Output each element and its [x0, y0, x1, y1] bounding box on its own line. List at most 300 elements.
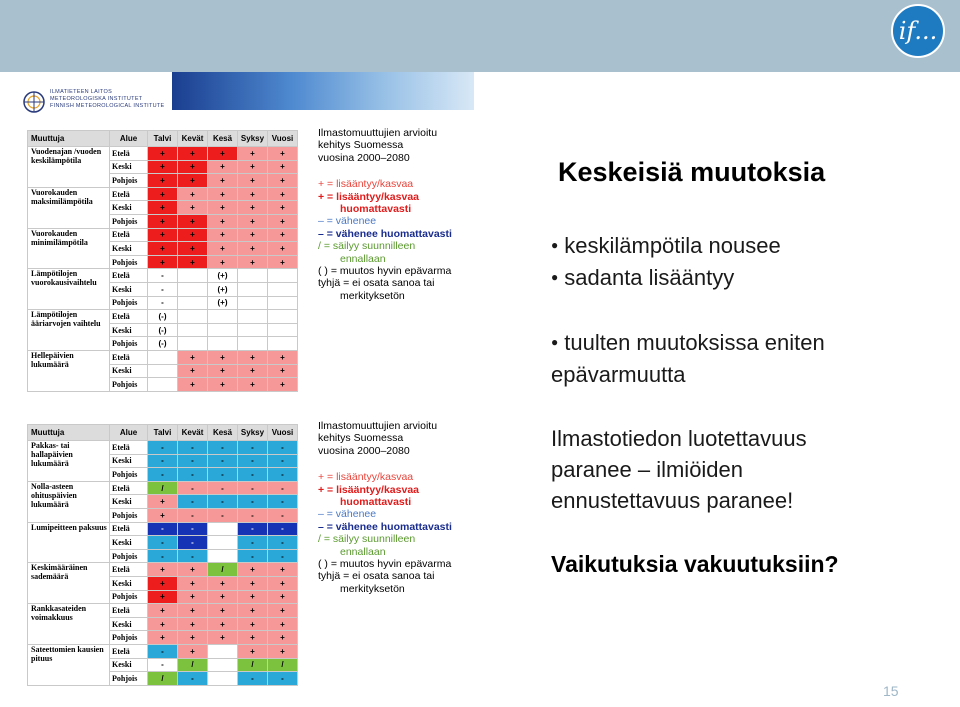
trend-cell: -	[148, 454, 178, 468]
closing-question: Vaikutuksia vakuutuksiin?	[551, 551, 839, 577]
header-cell: Talvi	[148, 425, 178, 441]
region-label: Pohjois	[110, 590, 148, 604]
trend-cell	[178, 323, 208, 337]
trend-cell: +	[148, 604, 178, 618]
trend-cell: -	[178, 672, 208, 686]
trend-cell: +	[178, 160, 208, 174]
variable-label: Lämpötilojen vuorokausivaihtelu	[28, 269, 110, 310]
fmi-line-3: FINNISH METEOROLOGICAL INSTITUTE	[50, 103, 165, 109]
region-label: Keski	[110, 323, 148, 337]
region-label: Pohjois	[110, 255, 148, 269]
trend-cell: -	[148, 644, 178, 658]
trend-cell: +	[148, 214, 178, 228]
variable-label: Nolla-asteen ohituspäivien lukumäärä	[28, 481, 110, 522]
table-row	[28, 228, 298, 242]
climate-table-temperature	[27, 130, 298, 392]
legend-item: tyhjä = ei osata sanoa tai	[318, 277, 435, 290]
trend-cell: +	[238, 214, 268, 228]
paragraph-line-3: ennustettavuus paranee!	[551, 488, 794, 513]
trend-cell	[268, 323, 298, 337]
trend-cell: +	[268, 255, 298, 269]
trend-cell: -	[178, 508, 208, 522]
trend-cell	[208, 549, 238, 563]
trend-cell: +	[268, 174, 298, 188]
variable-label: Vuorokauden maksimilämpötila	[28, 187, 110, 228]
legend-item: + = lisääntyy/kasvaa	[318, 190, 419, 203]
legend-spacer	[318, 457, 452, 471]
trend-cell: -	[148, 269, 178, 283]
region-label: Pohjois	[110, 468, 148, 482]
page-number: 15	[883, 683, 899, 699]
legend-title-line: vuosina 2000–2080	[318, 444, 410, 457]
trend-cell: +	[208, 187, 238, 201]
bullet-temperature: ● keskilämpötila nousee	[551, 233, 781, 258]
trend-cell: -	[238, 495, 268, 509]
trend-cell: +	[238, 160, 268, 174]
region-label: Pohjois	[110, 508, 148, 522]
header-cell: Kevät	[178, 425, 208, 441]
trend-cell	[208, 536, 238, 550]
trend-cell: +	[238, 350, 268, 364]
trend-cell: +	[268, 187, 298, 201]
fmi-line-2: METEOROLOGISKA INSTITUTET	[50, 96, 143, 102]
trend-cell: +	[238, 228, 268, 242]
legend-item: / = säilyy suunnilleen	[318, 240, 416, 253]
trend-cell: /	[208, 563, 238, 577]
variable-label: Vuodenajan /vuoden keskilämpötila	[28, 147, 110, 188]
trend-cell: +	[268, 242, 298, 256]
trend-cell: +	[238, 242, 268, 256]
trend-cell: +	[268, 378, 298, 392]
table-row	[28, 147, 298, 161]
trend-cell	[208, 672, 238, 686]
variable-label: Pakkas- tai hallapäivien lukumäärä	[28, 441, 110, 482]
trend-cell: +	[238, 187, 268, 201]
trend-cell: +	[178, 350, 208, 364]
trend-cell: +	[238, 576, 268, 590]
trend-cell: (+)	[208, 282, 238, 296]
table-header-row	[28, 425, 298, 441]
variable-label: Lumipeitteen paksuus	[28, 522, 110, 563]
header-cell: Vuosi	[268, 425, 298, 441]
header-cell: Talvi	[148, 131, 178, 147]
variable-label: Keskimääräinen sademäärä	[28, 563, 110, 604]
trend-cell: +	[208, 255, 238, 269]
table-row	[28, 350, 298, 364]
region-label: Etelä	[110, 441, 148, 455]
region-label: Keski	[110, 576, 148, 590]
trend-cell: +	[148, 147, 178, 161]
region-label: Etelä	[110, 604, 148, 618]
legend-item: – = vähenee huomattavasti	[318, 520, 452, 533]
header-cell: Syksy	[238, 131, 268, 147]
trend-cell: +	[148, 617, 178, 631]
trend-cell	[208, 644, 238, 658]
trend-cell: +	[178, 364, 208, 378]
trend-cell: -	[178, 536, 208, 550]
trend-cell: -	[178, 549, 208, 563]
trend-cell: +	[178, 631, 208, 645]
table-row	[28, 310, 298, 324]
trend-cell: -	[268, 522, 298, 536]
trend-cell: /	[148, 672, 178, 686]
bullet-precipitation: ● sadanta lisääntyy	[551, 265, 735, 290]
trend-cell: +	[208, 590, 238, 604]
trend-cell: +	[208, 576, 238, 590]
region-label: Keski	[110, 364, 148, 378]
header-cell: Syksy	[238, 425, 268, 441]
trend-cell: +	[238, 201, 268, 215]
trend-cell: (-)	[148, 310, 178, 324]
legend-item: ennallaan	[340, 545, 386, 558]
legend-item: + = lisääntyy/kasvaa	[318, 483, 419, 496]
trend-cell: -	[178, 468, 208, 482]
trend-cell	[208, 337, 238, 351]
trend-cell: +	[178, 147, 208, 161]
trend-cell: -	[148, 441, 178, 455]
legend-title-line: vuosina 2000–2080	[318, 151, 410, 164]
trend-cell: +	[148, 174, 178, 188]
legend-item: + = lisääntyy/kasvaa	[318, 471, 414, 484]
legend-2	[318, 420, 452, 595]
region-label: Etelä	[110, 644, 148, 658]
header-cell: Muuttuja	[28, 131, 110, 147]
trend-cell	[148, 364, 178, 378]
trend-cell: -	[238, 508, 268, 522]
table-header-row	[28, 131, 298, 147]
bullet-icon: ●	[551, 238, 559, 252]
trend-cell: -	[148, 536, 178, 550]
trend-cell: +	[238, 617, 268, 631]
trend-cell: +	[178, 590, 208, 604]
trend-cell	[208, 658, 238, 672]
trend-cell	[238, 269, 268, 283]
if-logo	[891, 4, 945, 58]
header-cell: Kesä	[208, 131, 238, 147]
legend-item: huomattavasti	[340, 203, 412, 216]
top-banner	[0, 0, 960, 72]
trend-cell: -	[178, 522, 208, 536]
header-cell: Muuttuja	[28, 425, 110, 441]
trend-cell: -	[238, 672, 268, 686]
table-row	[28, 522, 298, 536]
trend-cell: +	[238, 364, 268, 378]
trend-cell: +	[208, 147, 238, 161]
trend-cell: +	[178, 228, 208, 242]
trend-cell: +	[238, 563, 268, 577]
region-label: Etelä	[110, 269, 148, 283]
table-row	[28, 604, 298, 618]
trend-cell: -	[268, 495, 298, 509]
variable-label: Hellepäivien lukumäärä	[28, 350, 110, 391]
trend-cell: +	[208, 378, 238, 392]
trend-cell: +	[178, 242, 208, 256]
trend-cell: +	[208, 160, 238, 174]
legend-item: – = vähenee	[318, 215, 377, 228]
trend-cell: +	[148, 187, 178, 201]
trend-cell: -	[148, 658, 178, 672]
region-label: Pohjois	[110, 296, 148, 310]
trend-cell	[208, 522, 238, 536]
trend-cell: +	[178, 563, 208, 577]
region-label: Keski	[110, 454, 148, 468]
region-label: Etelä	[110, 228, 148, 242]
region-label: Pohjois	[110, 549, 148, 563]
trend-cell: /	[178, 658, 208, 672]
bullet-wind-cont: epävarmuutta	[551, 362, 686, 387]
trend-cell: -	[208, 481, 238, 495]
trend-cell: +	[178, 255, 208, 269]
trend-cell: +	[208, 242, 238, 256]
legend-item: – = vähenee huomattavasti	[318, 227, 452, 240]
trend-cell	[208, 310, 238, 324]
if-logo-text: if...	[898, 17, 938, 45]
trend-cell: -	[148, 549, 178, 563]
trend-cell: -	[268, 508, 298, 522]
trend-cell: -	[268, 454, 298, 468]
trend-cell: -	[238, 522, 268, 536]
trend-cell: +	[268, 604, 298, 618]
trend-cell: +	[148, 255, 178, 269]
trend-cell	[238, 323, 268, 337]
trend-cell: +	[238, 604, 268, 618]
trend-cell	[268, 269, 298, 283]
trend-cell: +	[178, 214, 208, 228]
region-label: Keski	[110, 536, 148, 550]
legend-item: ennallaan	[340, 252, 386, 265]
legend-item: merkityksetön	[340, 582, 405, 595]
fmi-name	[50, 89, 165, 110]
trend-cell: +	[268, 350, 298, 364]
trend-cell	[238, 296, 268, 310]
header-cell: Alue	[110, 425, 148, 441]
trend-cell: -	[268, 549, 298, 563]
trend-cell: +	[268, 147, 298, 161]
trend-cell: -	[238, 549, 268, 563]
trend-cell: +	[178, 644, 208, 658]
header-cell: Alue	[110, 131, 148, 147]
variable-label: Lämpötilojen ääriarvojen vaihtelu	[28, 310, 110, 351]
legend-title-line: kehitys Suomessa	[318, 139, 404, 152]
trend-cell: +	[148, 576, 178, 590]
region-label: Pohjois	[110, 672, 148, 686]
region-label: Keski	[110, 242, 148, 256]
trend-cell: +	[238, 631, 268, 645]
region-label: Etelä	[110, 481, 148, 495]
legend-item: merkityksetön	[340, 289, 405, 302]
region-label: Etelä	[110, 522, 148, 536]
legend-title-line: kehitys Suomessa	[318, 432, 404, 445]
trend-cell: +	[208, 631, 238, 645]
trend-cell: +	[178, 174, 208, 188]
region-label: Keski	[110, 160, 148, 174]
trend-cell	[238, 282, 268, 296]
bullet-icon: ●	[551, 335, 559, 349]
trend-cell: +	[268, 576, 298, 590]
trend-cell: +	[208, 364, 238, 378]
region-label: Keski	[110, 495, 148, 509]
trend-cell: +	[268, 214, 298, 228]
region-label: Etelä	[110, 350, 148, 364]
table-row	[28, 563, 298, 577]
trend-cell: -	[238, 536, 268, 550]
trend-cell: -	[208, 495, 238, 509]
trend-cell: +	[268, 228, 298, 242]
region-label: Pohjois	[110, 174, 148, 188]
bullet-wind: ● tuulten muutoksissa eniten	[551, 330, 825, 355]
trend-cell	[148, 378, 178, 392]
trend-cell	[178, 296, 208, 310]
trend-cell	[148, 350, 178, 364]
trend-cell: +	[178, 604, 208, 618]
trend-cell	[208, 323, 238, 337]
trend-cell: -	[208, 454, 238, 468]
trend-cell: +	[178, 187, 208, 201]
trend-cell: +	[148, 590, 178, 604]
trend-cell: -	[268, 536, 298, 550]
variable-label: Vuorokauden minimilämpötila	[28, 228, 110, 269]
bullet-icon: ●	[551, 270, 559, 284]
trend-cell: /	[238, 658, 268, 672]
trend-cell: -	[238, 481, 268, 495]
trend-cell: -	[268, 468, 298, 482]
table-row	[28, 441, 298, 455]
trend-cell: +	[268, 617, 298, 631]
trend-cell: -	[178, 481, 208, 495]
region-label: Pohjois	[110, 214, 148, 228]
legend-title-line: Ilmastomuuttujien arvioitu	[318, 420, 438, 432]
region-label: Keski	[110, 658, 148, 672]
trend-cell: +	[178, 201, 208, 215]
trend-cell: +	[208, 228, 238, 242]
legend-title-line: Ilmastomuuttujien arvioitu	[318, 127, 438, 139]
trend-cell: +	[208, 201, 238, 215]
table-row	[28, 644, 298, 658]
trend-cell	[178, 337, 208, 351]
trend-cell: +	[238, 174, 268, 188]
trend-cell	[178, 282, 208, 296]
trend-cell: +	[238, 147, 268, 161]
header-cell: Kesä	[208, 425, 238, 441]
trend-cell: +	[238, 255, 268, 269]
trend-cell: +	[208, 350, 238, 364]
region-label: Etelä	[110, 563, 148, 577]
trend-cell: +	[178, 576, 208, 590]
trend-cell: +	[178, 378, 208, 392]
region-label: Keski	[110, 617, 148, 631]
region-label: Pohjois	[110, 631, 148, 645]
trend-cell: +	[148, 201, 178, 215]
region-label: Keski	[110, 201, 148, 215]
trend-cell: +	[148, 160, 178, 174]
trend-cell: /	[148, 481, 178, 495]
trend-cell: +	[208, 214, 238, 228]
region-label: Etelä	[110, 147, 148, 161]
trend-cell	[268, 296, 298, 310]
header-cell: Vuosi	[268, 131, 298, 147]
trend-cell: +	[148, 508, 178, 522]
slide-title: Keskeisiä muutoksia	[558, 157, 826, 187]
trend-cell: +	[148, 495, 178, 509]
trend-cell: -	[148, 296, 178, 310]
trend-cell: +	[178, 617, 208, 631]
trend-cell: +	[208, 174, 238, 188]
trend-cell: +	[268, 364, 298, 378]
trend-cell: +	[238, 378, 268, 392]
trend-cell: -	[208, 441, 238, 455]
trend-cell: -	[238, 441, 268, 455]
variable-label: Rankkasateiden voimakkuus	[28, 604, 110, 645]
paragraph-line-2: paranee – ilmiöiden	[551, 457, 744, 482]
legend-item: / = säilyy suunnilleen	[318, 533, 416, 546]
trend-cell: -	[238, 454, 268, 468]
region-label: Etelä	[110, 310, 148, 324]
trend-cell: -	[268, 441, 298, 455]
trend-cell: +	[208, 604, 238, 618]
table-row	[28, 269, 298, 283]
climate-table-precipitation	[27, 424, 298, 686]
trend-cell: -	[148, 282, 178, 296]
trend-cell: -	[148, 468, 178, 482]
region-label: Pohjois	[110, 378, 148, 392]
trend-cell: +	[268, 631, 298, 645]
legend-item: tyhjä = ei osata sanoa tai	[318, 570, 435, 583]
legend-item: huomattavasti	[340, 496, 412, 509]
variable-label: Sateettomien kausien pituus	[28, 644, 110, 685]
legend-spacer	[318, 164, 452, 178]
trend-cell: +	[268, 590, 298, 604]
trend-cell: /	[268, 658, 298, 672]
trend-cell: +	[148, 228, 178, 242]
legend-1	[318, 127, 452, 302]
region-label: Etelä	[110, 187, 148, 201]
trend-cell: +	[148, 242, 178, 256]
trend-cell: +	[208, 617, 238, 631]
fmi-line-1: ILMATIETEEN LAITOS	[50, 89, 113, 95]
trend-cell: (-)	[148, 337, 178, 351]
legend-item: ( ) = muutos hyvin epävarma	[318, 265, 452, 278]
trend-cell: +	[268, 201, 298, 215]
legend-item: ( ) = muutos hyvin epävarma	[318, 558, 452, 571]
table-row	[28, 481, 298, 495]
table-row	[28, 187, 298, 201]
trend-cell: +	[148, 563, 178, 577]
trend-cell: +	[238, 590, 268, 604]
trend-cell: (-)	[148, 323, 178, 337]
trend-cell: -	[208, 468, 238, 482]
trend-cell: -	[268, 672, 298, 686]
trend-cell: (+)	[208, 296, 238, 310]
legend-item: + = lisääntyy/kasvaa	[318, 178, 414, 191]
header-cell: Kevät	[178, 131, 208, 147]
trend-cell: -	[148, 522, 178, 536]
trend-cell	[238, 310, 268, 324]
trend-cell: -	[268, 481, 298, 495]
trend-cell	[268, 282, 298, 296]
trend-cell: -	[178, 495, 208, 509]
trend-cell: -	[178, 441, 208, 455]
trend-cell: +	[268, 563, 298, 577]
trend-cell: +	[148, 631, 178, 645]
trend-cell	[178, 269, 208, 283]
trend-cell	[178, 310, 208, 324]
trend-cell: +	[268, 160, 298, 174]
trend-cell: (+)	[208, 269, 238, 283]
paragraph-line-1: Ilmastotiedon luotettavuus	[551, 426, 807, 451]
trend-cell: -	[178, 454, 208, 468]
trend-cell: +	[268, 644, 298, 658]
region-label: Keski	[110, 282, 148, 296]
